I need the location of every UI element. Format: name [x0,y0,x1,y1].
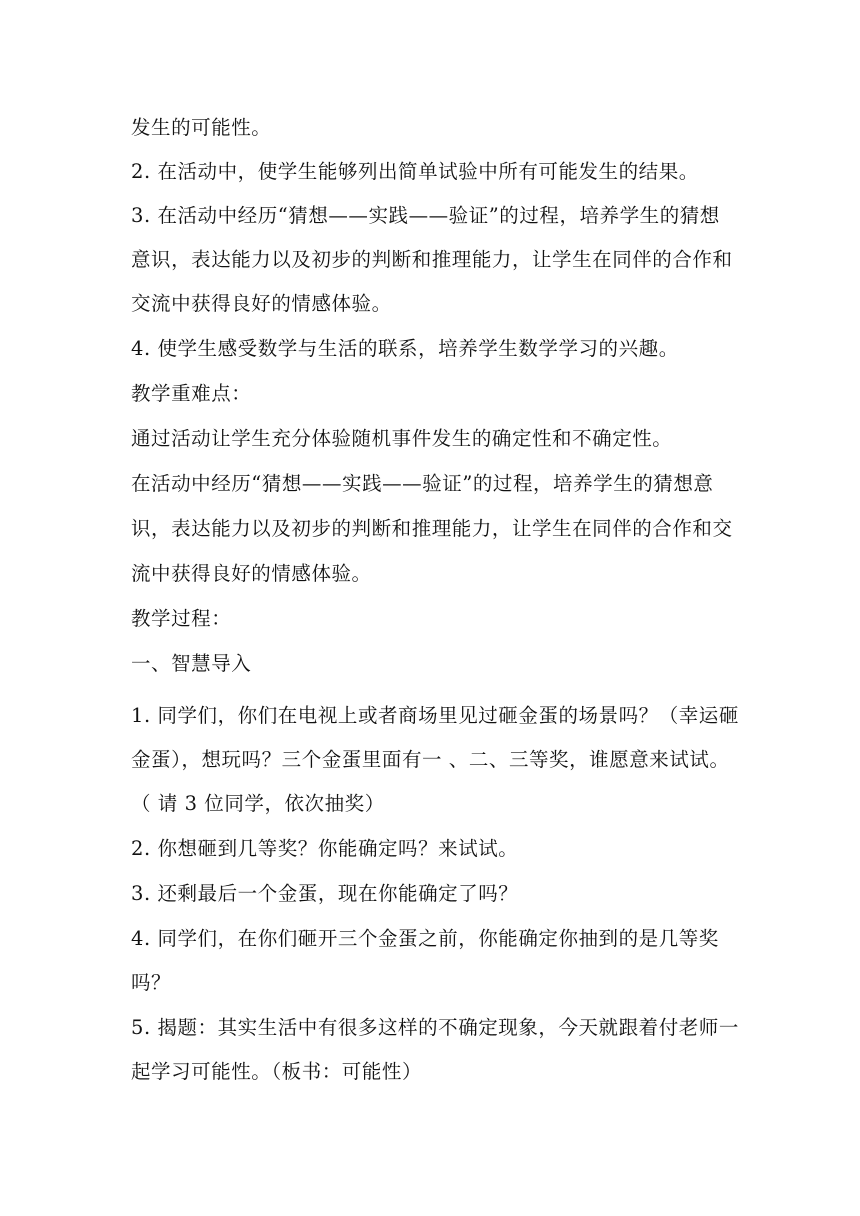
text-line: 3. 还剩最后一个金蛋，现在你能确定了吗？ [131,882,519,905]
text-line: 发生的可能性。 [131,116,272,139]
text-line: 2. 在活动中，使学生能够列出简单试验中所有可能发生的结果。 [131,160,699,183]
text-line: 识，表达能力以及初步的判断和推理能力，让学生在同伴的合作和交 [131,517,733,540]
section-heading: 教学重难点： [131,382,252,405]
text-line: 起学习可能性。（板书：可能性） [131,1060,423,1083]
text-line: 交流中获得良好的情感体验。 [131,292,392,315]
text-line: 吗？ [131,971,172,994]
text-line: 意识，表达能力以及初步的判断和推理能力，让学生在同伴的合作和 [131,248,733,271]
text-line: 4. 使学生感受数学与生活的联系，培养学生数学学习的兴趣。 [131,337,679,360]
text-line: 金蛋），想玩吗？三个金蛋里面有一 、二、三等奖，谁愿意来试试。 [131,748,730,771]
text-line: 在活动中经历“猜想——实践——验证”的过程，培养学生的猜想意 [131,472,714,495]
text-line: 通过活动让学生充分体验随机事件发生的确定性和不确定性。 [131,427,673,450]
section-heading: 教学过程： [131,607,232,630]
text-line: （ 请 3 位同学，依次抽奖） [131,792,385,815]
text-line: 2. 你想砸到几等奖？你能确定吗？来试试。 [131,837,519,860]
text-line: 1. 同学们，你们在电视上或者商场里见过砸金蛋的场景吗？（幸运砸 [131,704,739,727]
text-line: 3. 在活动中经历“猜想——实践——验证”的过程，培养学生的猜想 [131,204,720,227]
text-line: 5. 揭题：其实生活中有很多这样的不确定现象，今天就跟着付老师一 [131,1016,739,1039]
text-line: 4. 同学们，在你们砸开三个金蛋之前，你能确定你抽到的是几等奖 [131,927,719,950]
section-heading: 一、智慧导入 [131,652,252,675]
text-line: 流中获得良好的情感体验。 [131,562,372,585]
